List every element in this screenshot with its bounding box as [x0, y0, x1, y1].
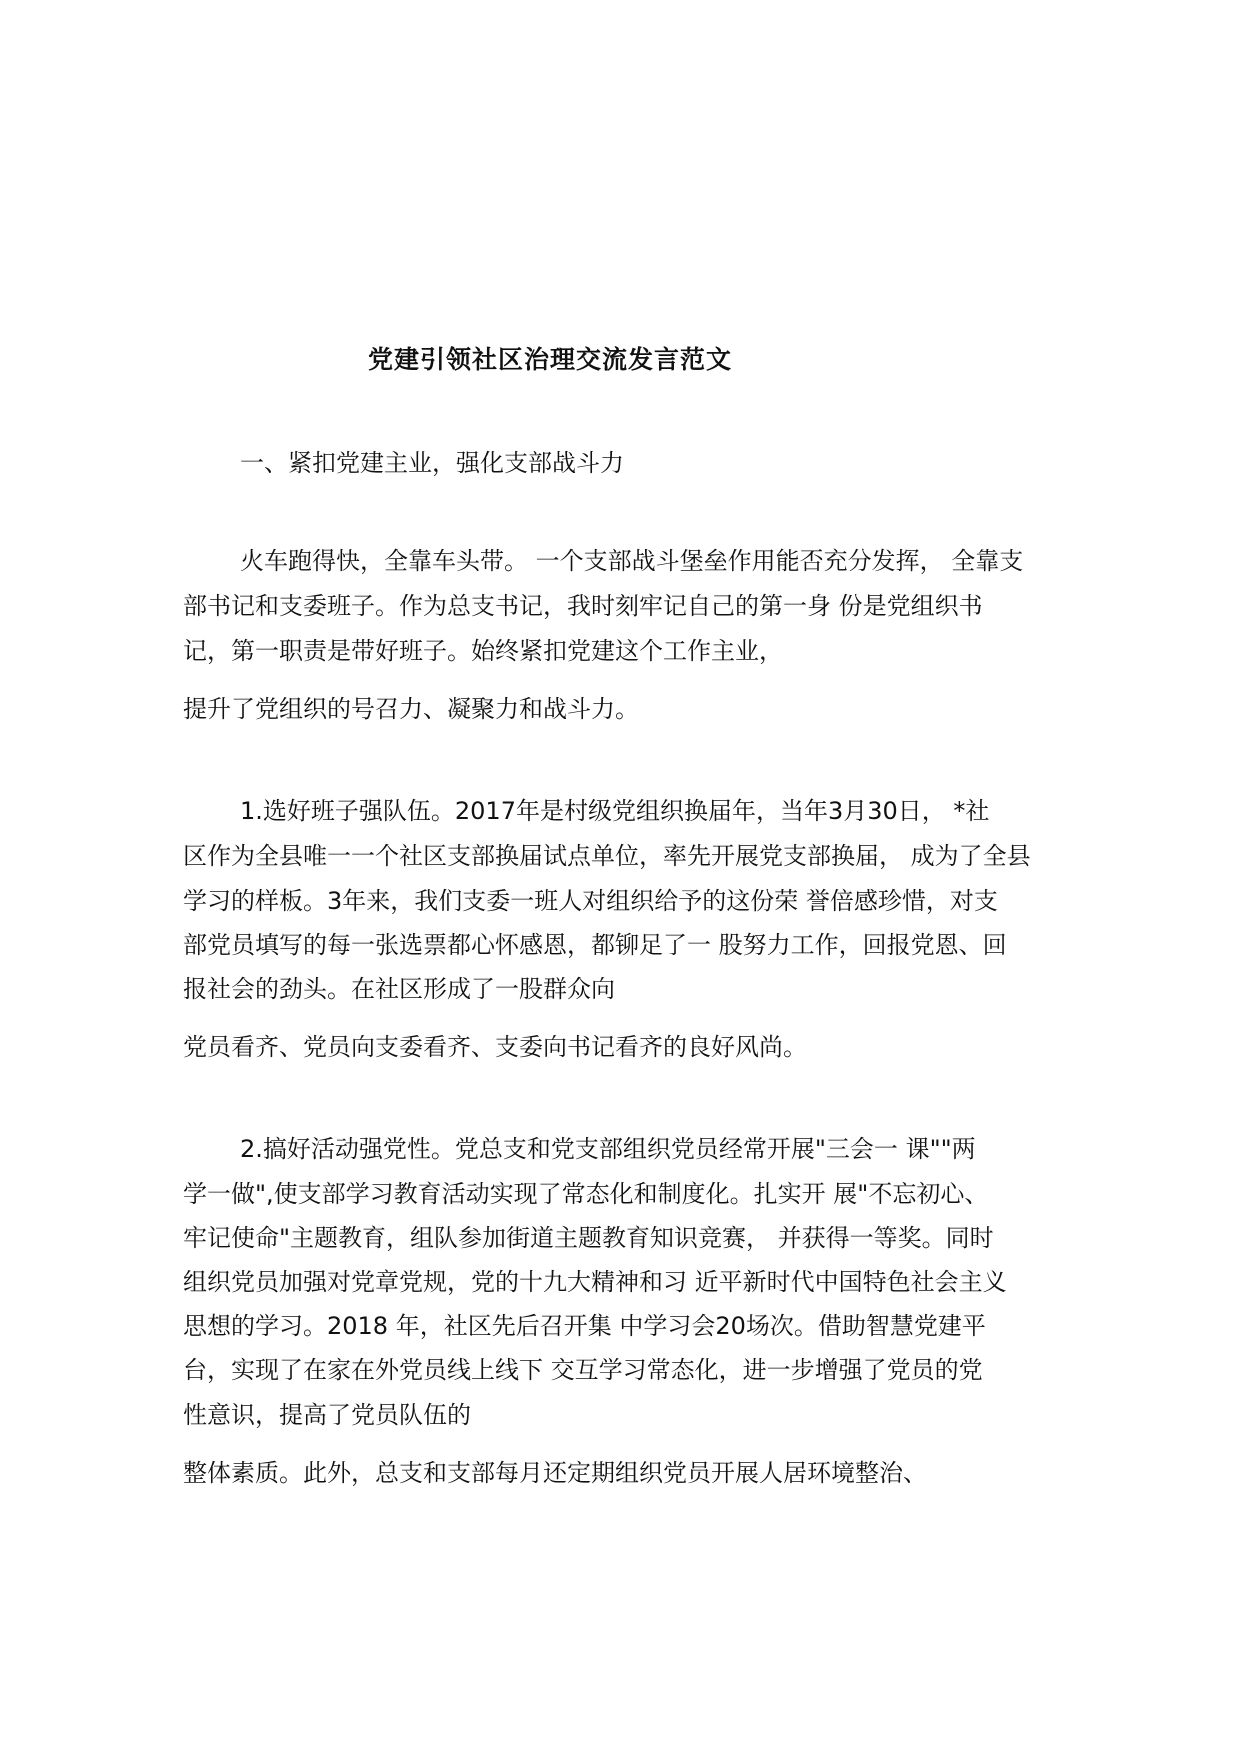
paragraph-line: 组织党员加强对党章党规，党的十九大精神和习 近平新时代中国特色社会主义: [183, 1268, 1007, 1296]
paragraph-line: 部书记和支委班子。作为总支书记，我时刻牢记自己的第一身 份是党组织书: [183, 592, 983, 620]
paragraph-line: 学习的样板。3年来，我们支委一班人对组织给予的这份荣 誉倍感珍惜，对支: [183, 887, 998, 915]
paragraph-line: 提升了党组织的号召力、凝聚力和战斗力。: [183, 695, 639, 723]
paragraph-line: 思想的学习。2018 年，社区先后召开集 中学习会20场次。借助智慧党建平: [183, 1312, 986, 1340]
paragraph-line: 火车跑得快，全靠车头带。 一个支部战斗堡垒作用能否充分发挥， 全靠支: [240, 547, 1024, 575]
section-heading: 一、紧扣党建主业，强化支部战斗力: [240, 449, 624, 477]
paragraph-line: 党员看齐、党员向支委看齐、支委向书记看齐的良好风尚。: [183, 1033, 807, 1061]
paragraph-line: 牢记使命"主题教育，组队参加街道主题教育知识竞赛， 并获得一等奖。同时: [183, 1224, 994, 1252]
document-title: 党建引领社区治理交流发言范文: [368, 345, 733, 374]
paragraph-line: 记，第一职责是带好班子。始终紧扣党建这个工作主业，: [183, 637, 783, 665]
paragraph-line: 区作为全县唯一一个社区支部换届试点单位，率先开展党支部换届， 成为了全县: [183, 842, 1031, 870]
paragraph-line: 2.搞好活动强党性。党总支和党支部组织党员经常开展"三会一 课""两: [240, 1135, 976, 1163]
paragraph-line: 整体素质。此外，总支和支部每月还定期组织党员开展人居环境整治、: [183, 1459, 927, 1487]
paragraph-line: 报社会的劲头。在社区形成了一股群众向: [183, 975, 615, 1003]
paragraph-line: 1.选好班子强队伍。2017年是村级党组织换届年，当年3月30日， *社: [240, 797, 990, 825]
paragraph-line: 台，实现了在家在外党员线上线下 交互学习常态化，进一步增强了党员的党: [183, 1356, 983, 1384]
paragraph-line: 学一做",使支部学习教育活动实现了常态化和制度化。扎实开 展"不忘初心、: [183, 1180, 989, 1208]
paragraph-line: 性意识，提高了党员队伍的: [183, 1401, 471, 1429]
paragraph-line: 部党员填写的每一张选票都心怀感恩，都铆足了一 股努力工作，回报党恩、回: [183, 931, 1007, 959]
